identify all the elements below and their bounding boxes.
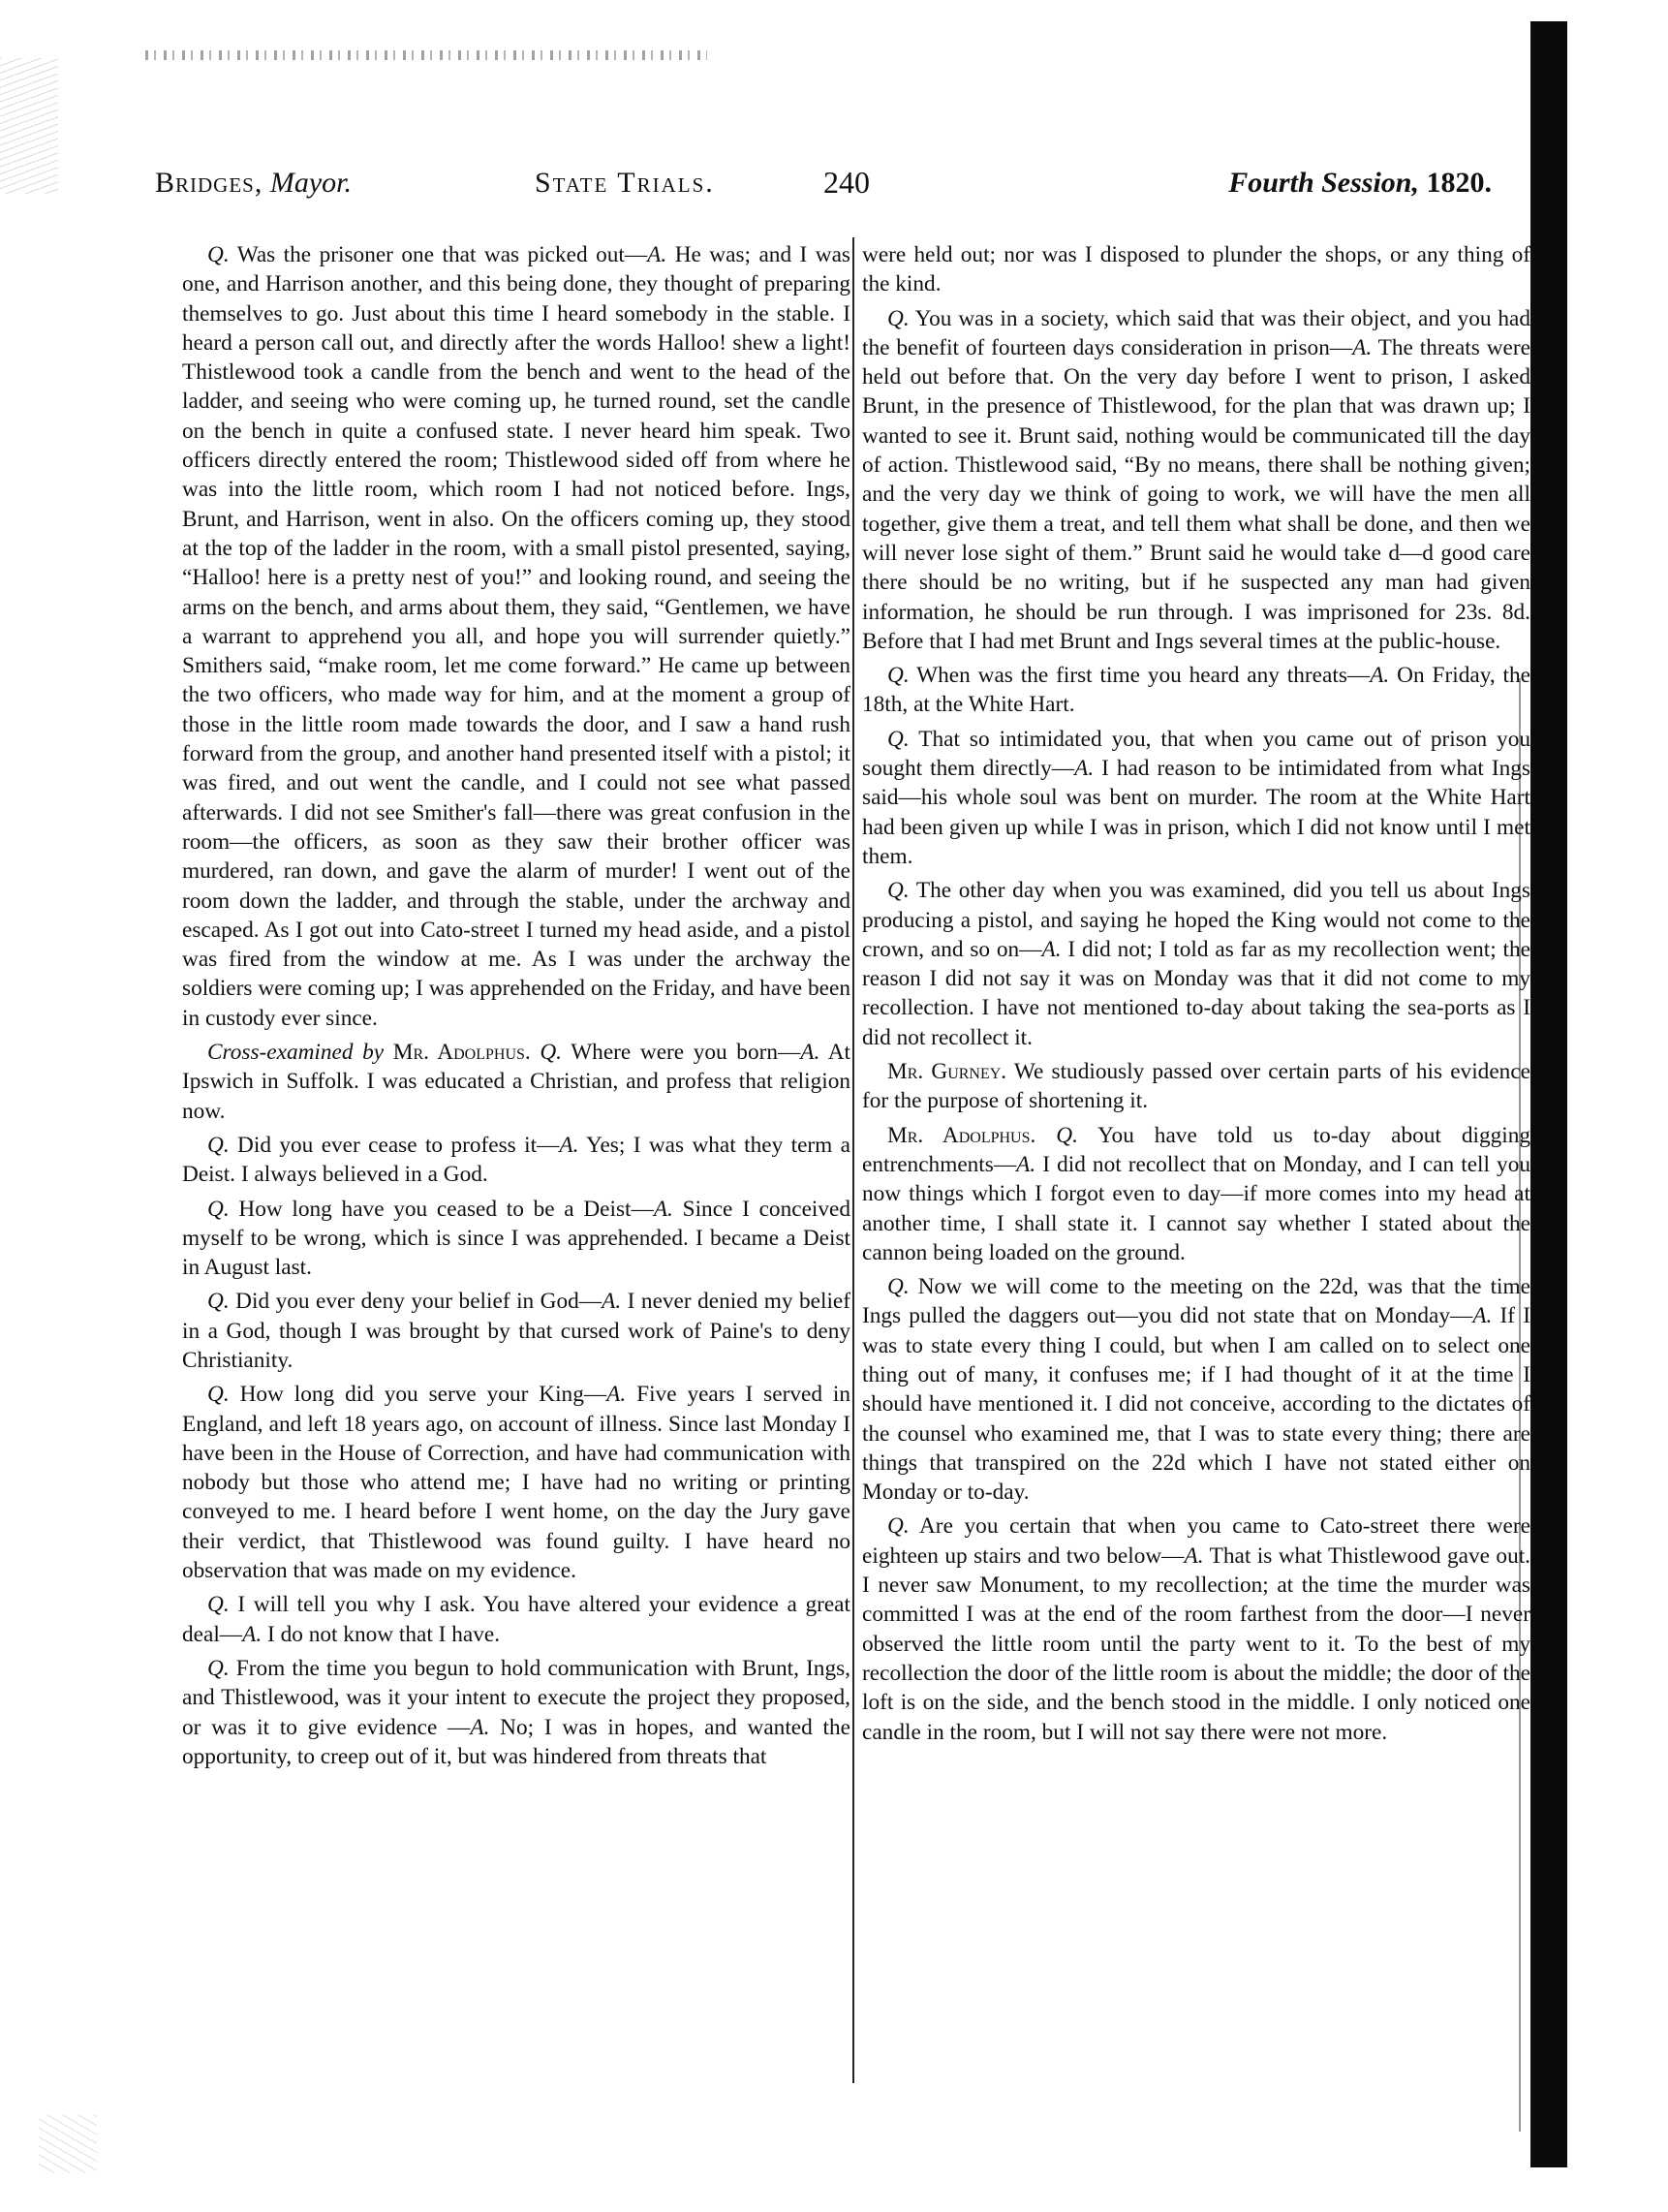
header-title: State Trials. [535,167,715,199]
question-marker: Q. [207,1382,230,1408]
paragraph [182,1287,850,1375]
question-marker: Q. [887,305,910,331]
header-session [1228,167,1492,200]
cross-examined-label: Cross-examined by [207,1040,385,1066]
answer-text: I did not; I told as far as my recollection went; the reason I did not say it was on Monday was that it did not come to my recollection. I have not mentioned to-day about taking the sea-ports as I did not recollect it. [862,936,1530,1050]
left-column [182,240,850,1776]
answer-text: Five years I served in England, and left 18 years ago, on account of illness. Since last Monday I have been in the House of Correction, and have had communication with nobody but those who attend me; I have had no writing or printing conveyed to me. I heard before I went home, on the day the Jury gave their verdict, that Thistlewood was found guilty. I have heard no observation that was made on my evidence. [182,1382,850,1584]
question-text: Was the prisoner one that was picked out— [236,242,648,267]
answer-text: I did not recollect that on Monday, and I can tell you now things which I forgot even to day—if more comes into my head at another time, I shall state it. I cannot say whether I stated about the cannon being loaded on the ground. [862,1151,1530,1265]
answer-text: The threats were held out before that. On the very day before I went to prison, I asked Brunt, in the presence of Thistlewood, for the plan that was drawn up; I wanted to see it. Brunt said, nothing would be communicated till the day of action. Thistlewood said, “By no means, there shall be nothing given; and the very day we think of going to work, we will have the men all together, give them a treat, and tell them what shall be done, and then we will never lose sight of them.” Brunt said he would take d—d good care there should be no writing, but if he suspected any man had given information, he should be run through. I was imprisoned for 23s. 8d. Before that I had met Brunt and Ings several times at the public-house. [862,334,1530,654]
paragraph [862,304,1530,657]
column-divider [852,237,854,2083]
header-role: Mayor. [269,167,353,199]
answer-text: Yes; I was what they term a Deist. I always believed in a God. [182,1132,851,1188]
question-text: When was the first time you heard any threats— [916,663,1371,689]
answer-text: I do not know that I have. [267,1621,501,1647]
paragraph [862,1121,1530,1267]
question-marker: Q. [207,1132,230,1158]
answer-text: At Ipswich in Suffolk. I was educated a Christian, and profess that religion now. [182,1040,850,1124]
answer-text: I had reason to be intimidated from what Ings said—his whole soul was bent on murder. The room at the White Hart had been given up while I was in prison, which I did not know until I met them. [862,756,1530,869]
header-left [155,167,352,200]
scan-noise-corner [0,58,58,194]
paragraph [182,1131,850,1190]
answer-marker: A. [1472,1303,1493,1329]
paragraph-continuation [862,240,1530,299]
answer-marker: A. [602,1289,622,1315]
question-text: Did you ever deny your belief in God— [235,1289,602,1315]
question-text: Now we will come to the meeting on the 22d, was that the time Ings pulled the daggers out—you did not state that on Monday— [862,1274,1530,1329]
paragraph [862,1057,1530,1116]
question-text: From the time you begun to hold communication with Brunt, Ings, and Thistlewood, was it your intent to execute the project they proposed, or was it to give evidence — [182,1655,850,1740]
paragraph [862,661,1530,720]
answer-text: No; I was in hopes, and wanted the opportunity, to creep out of it, but was hindered from threats that [182,1714,850,1769]
answer-marker: A. [653,1196,673,1222]
question-marker: Q. [207,1196,230,1222]
question-marker: Q. [887,726,910,752]
counsel-name: Mr. Adolphus. [392,1040,531,1066]
scan-noise-bottom [39,2115,97,2173]
answer-marker: A. [606,1382,627,1408]
paragraph [182,240,850,1033]
paragraph [862,1511,1530,1746]
answer-text: On Friday, the 18th, at the White Hart. [862,663,1531,718]
question-marker: Q. [540,1040,562,1066]
answer-marker: A. [800,1040,820,1066]
answer-marker: A. [559,1132,579,1158]
answer-text: He was; and I was one, and Harrison another, and this being done, they thought of preparing themselves to go. Just about this time I heard somebody in the stable. I heard a person call out, and directly after the words Halloo! shew a light! Thistlewood took a candle from the bench and went to the head of the ladder, and seeing who were coming up, he turned round, set the candle on the bench in quite a confused state. I never heard him speak. Two officers directly entered the room; Thistlewood sided off from where he was into the little room, which room I had not noticed before. Ings, Brunt, and Harrison, went in also. On the officers coming up, they stood at the top of the ladder in the room, with a small pistol presented, saying, “Halloo! here is a pretty nest of you!” and looking round, and seeing the arms on the bench, and arms about them, they said, “Gentlemen, we have a warrant to apprehend you all, and hope you will surrender quietly.” Smithers said, “make room, let me come forward.” He came up between the two officers, who made way for him, and at the moment a group of those in the little room made towards the door, and I saw a hand rush forward from the group, and another hand presented itself with a pistol; it was fired, and out went the candle, and I could not see what passed afterwards. I did not see Smither's fall—there was great confusion in the room—the officers, as soon as they saw their brother officer was murdered, ran down, and gave the alarm of murder! I went out of the room down the ladder, and through the stable, under the archway and escaped. As I got out into Cato-street I turned my head aside, and a pistol was fired from the window at me. As I was under the archway the soldiers were coming up; I was apprehended on the Friday, and have been in custody ever since. [182,242,850,1031]
paragraph [182,1654,850,1771]
paragraph [862,1272,1530,1507]
paragraph [182,1038,850,1126]
question-marker: Q. [887,1274,910,1300]
paragraph [862,876,1530,1052]
answer-marker: A. [470,1714,490,1740]
answer-text: I never denied my belief in a God, though I was brought by that cursed work of Paine's to deny Christianity. [182,1289,851,1373]
speaker-name: Mr. Gurney. [887,1059,1007,1085]
answer-marker: A. [242,1621,263,1647]
question-marker: Q. [207,1592,230,1618]
answer-marker: A. [1184,1542,1204,1569]
answer-marker: A. [1370,663,1390,689]
answer-marker: A. [1352,334,1373,360]
header-year: 1820. [1426,167,1492,199]
paragraph [862,725,1530,871]
question-text: Are you certain that when you came to Cato-street there were eighteen up stairs and two below— [862,1513,1530,1569]
question-text: That so intimidated you, that when you came out of prison you sought them directly— [862,726,1531,782]
answer-marker: A. [1016,1151,1036,1177]
question-marker: Q. [1056,1122,1078,1148]
question-marker: Q. [887,1513,910,1540]
answer-text: Since I conceived myself to be wrong, which is since I was apprehended. I became a Deist in August last. [182,1196,851,1281]
question-marker: Q. [207,1289,230,1315]
question-text: You was in a society, which said that was their object, and you had the benefit of fourteen days consideration in prison— [862,305,1531,360]
speaker-name: Mr. Adolphus. [887,1122,1036,1148]
question-marker: Q. [207,242,230,267]
answer-marker: A. [1041,936,1062,962]
question-text: How long did you serve your King— [239,1382,607,1408]
question-marker: Q. [207,1655,230,1681]
statement-text: We studiously passed over certain parts of his evidence for the purpose of shortening it. [862,1059,1531,1114]
answer-marker: A. [1074,756,1095,782]
question-text: I will tell you why I ask. You have altered your evidence a great deal— [182,1592,850,1647]
running-header [155,167,1492,205]
header-name: Bridges, [155,167,263,199]
question-text: How long have you ceased to be a Deist— [238,1196,654,1222]
question-marker: Q. [887,878,910,904]
answer-marker: A. [647,242,667,267]
answer-text: If I was to state every thing I could, but when I am called on to select one thing out of many, it confuses me; if I had thought of it at the time I should have mentioned it. I did not conceive, according to the dictates of the counsel who examined me, that I was to state every thing; there are things that transpired on the 22d which I have not stated either on Monday or to-day. [862,1303,1530,1506]
question-text: You have told us to-day about digging entrenchments— [862,1122,1531,1177]
question-marker: Q. [887,663,910,689]
right-column [862,240,1530,1752]
answer-text: That is what Thistlewood gave out. I never saw Monument, to my recollection; at the time the murder was committed I was at the end of the room farthest from the door—I never observed the little room until the party went to it. To the best of my recollection the door of the little room is about the middle; the door of the loft is on the side, and the bench stood in the middle. I only noticed one candle in the room, but I will not say there were not more. [862,1542,1531,1745]
scan-noise-top [145,50,707,60]
page-edge-shadow [1530,21,1567,2167]
question-text: Where were you born— [571,1040,801,1066]
question-text: Did you ever cease to profess it— [237,1132,560,1158]
header-session-label: Fourth Session, [1228,167,1419,199]
page-number: 240 [823,165,870,200]
paragraph [182,1380,850,1585]
continued-text: were held out; nor was I disposed to plunder the shops, or any thing of the kind. [862,242,1530,297]
paragraph [182,1195,850,1283]
question-text: The other day when you was examined, did you tell us about Ings producing a pistol, and saying he hoped the King would not come to the crown, and so on— [862,878,1530,962]
paragraph [182,1590,850,1649]
